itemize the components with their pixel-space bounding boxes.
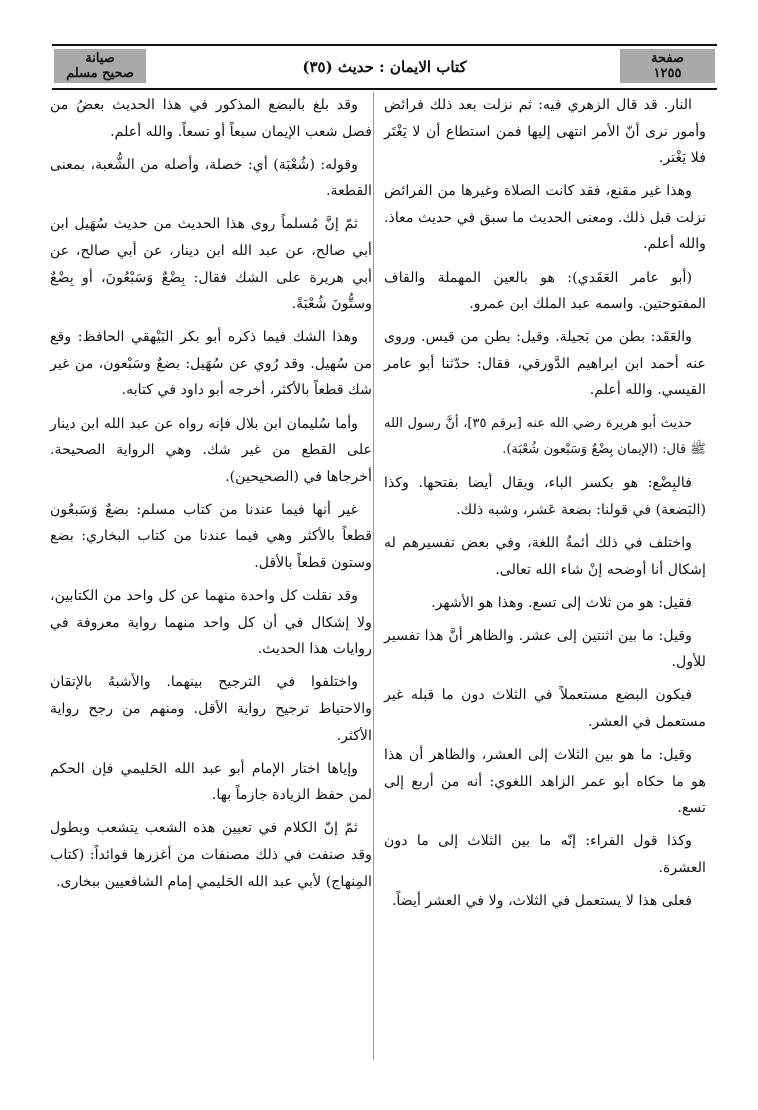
- page-number-box: [620, 49, 715, 83]
- paragraph: فيكون البضع مستعملاً في الثلاث دون ما قبله غير مستعمل في العشر.: [384, 687, 706, 730]
- paragraph: (أبو عامر العَقَدي): هو بالعين المهملة والقاف المفتوحتين. واسمه عبد الملك ابن عمرو.: [384, 269, 706, 313]
- page-header: [52, 44, 717, 90]
- hadith-heading: حديث أبو هريرة رضي الله عنه [برقم ٣٥]، أنَّ رسول الله ﷺ قال: (الإيمان بِضْعٌ وَسَبْعون شُعْبَة).: [384, 415, 706, 458]
- page-number: ١٢٥٥: [653, 66, 682, 81]
- paragraph: وقيل: ما بين اثنتين إلى عشر. والظاهر أنَّ هذا تفسير للأول.: [384, 627, 706, 671]
- paragraph: وكذا قول الفراء: إنّه ما بين الثلاث إلى ما دون العشرة.: [384, 833, 706, 876]
- chapter-title: كتاب الايمان : حديث (٣٥): [302, 58, 467, 76]
- paragraph: وقيل: ما هو بين الثلاث إلى العشر، والظاهر أن هذا هو ما حكاه أبو عمر الزاهد اللغوي: أنه من أربع إلى تسع.: [384, 747, 706, 817]
- paragraph: وهذا الشك فيما ذكره أبو بكر البَيْهقي الحافظ: وقع من سُهيل. وقد رُوي عن سُهَيل: بضعٌ وسَبْعون، من غير شك قطعاً بالأكثر، أخرجه أبو داود في كتابه.: [50, 329, 372, 399]
- left-text-column: [50, 92, 372, 902]
- paragraph: وقوله: (شُعْبَة) أي: خصلة، وأصله من الشُّعبة، بمعنى القطعة.: [50, 156, 372, 200]
- series-title-line2: صحيح مسلم: [66, 66, 134, 81]
- paragraph: فعلى هذا لا يستعمل في الثلاث، ولا في العشر أيضاً.: [391, 893, 692, 910]
- paragraph: وإياها اختار الإمام أبو عبد الله الحَليمي فإن الحكم لمن حفظ الزيادة جازماً بها.: [50, 760, 372, 804]
- page-label: صفحة: [651, 51, 684, 66]
- paragraph: فقيل: هو من ثلاث إلى تسع. وهذا هو الأشهر.: [431, 594, 692, 611]
- paragraph: ثمّ إنَّ مُسلماً روى هذا الحديث من حديث سُهَيل ابن أبي صالح، عن عبد الله ابن دينار، عن أبي صالح، عن أبي هريرة على الشك فقال: بِضْعٌ وَسَبْعُونَ، أو بِضْعٌ وستُّونَ شُعْبَةً.: [50, 216, 372, 313]
- paragraph: واختلف في ذلك أئمةُ اللغة، وفي بعض تفسيرهم له إشكال أنا أوضحه إنْ شاء الله تعالى.: [384, 534, 706, 578]
- paragraph: غير أنها فيما عندنا من كتاب مسلم: بضعٌ وَسَبعُون قطعاً بالأكثر وهي فيما عندنا من كتاب البخاري: بضع وستون قطعاً بالأقل.: [50, 501, 372, 571]
- paragraph: ثمّ إنّ الكلام في تعيين هذه الشعب يتشعب ويطول وقد صنفت في ذلك مصنفات من أغزرها فوائداً: (كتاب المِنهاج) لأبي عبد الله الحَليمي إمام الشافعيين ببخارى.: [50, 820, 372, 890]
- paragraph: وأما سُليمان ابن بلال فإنه رواه عن عبد الله ابن دينار على القطع من غير شك. وهي الرواية الصحيحة. أخرجاها في (الصحيحين).: [50, 415, 372, 485]
- paragraph: وقد نقلت كل واحدة منهما عن كل واحد من الكتابين، ولا إشكال في أن كل واحد منهما رواية معروفة في روايات هذا الحديث.: [50, 588, 372, 658]
- right-text-column: [384, 92, 706, 921]
- paragraph: وقد بلغ بالبضع المذكور في هذا الحديث بعضُ من فصل شعب الإيمان سبعاً أو تسعاً. والله أعلم.: [50, 97, 372, 140]
- paragraph: وهذا غير مقنع، فقد كانت الصلاة وغيرها من الفرائض نزلت قبل ذلك. ومعنى الحديث ما سبق في حديث معاذ. والله أعلم.: [384, 183, 706, 253]
- paragraph: فالبِضْع: هو بكسر الباء، ويقال أيضا بفتحها. وكذا (البَضعة) في قولنا: بضعة عَشر، وشبه ذلك.: [384, 475, 706, 518]
- paragraph: والعَقَد: بطن من بَجيلة. وقيل: بطن من قيس. وروى عنه أحمد ابن ابراهيم الدَّورقي، فقال: حدّثنا أبو عامر القيسي. والله أعلم.: [384, 329, 706, 399]
- column-divider: [373, 92, 374, 1060]
- series-title-box: [54, 49, 146, 83]
- series-title-line1: صيانة: [85, 51, 115, 66]
- paragraph: النار. قد قال الزهري فيه: ثم نزلت بعد ذلك فرائض وأمور نرى أنّ الأمر انتهى إليها فمن استطاع أن لا يَغْتَر فلا يَغْتر.: [384, 97, 706, 167]
- paragraph: واختلفوا في الترجيح بينهما. والأشبهُ بالإتقان والاحتياط ترجيح رواية الأقل. ومنهم من رجح رواية الأكثر.: [50, 674, 372, 744]
